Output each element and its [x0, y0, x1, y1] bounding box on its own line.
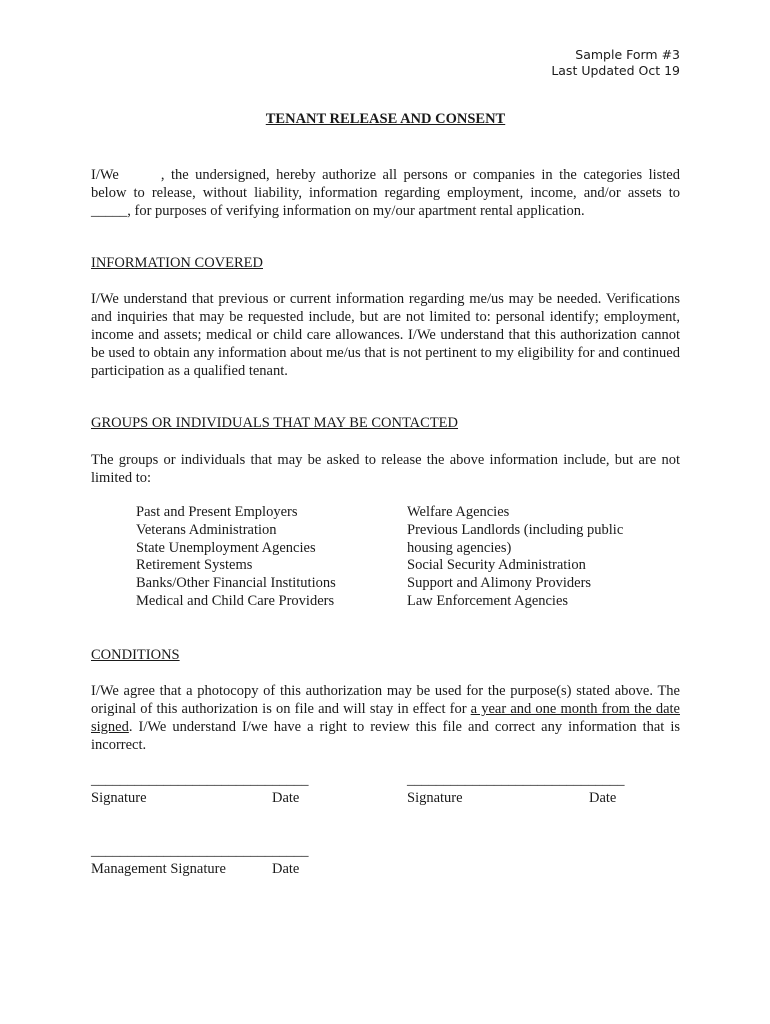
- list-item: Banks/Other Financial Institutions: [136, 575, 336, 592]
- information-covered-heading: INFORMATION COVERED: [91, 255, 263, 271]
- information-covered-paragraph: I/We understand that previous or current information regarding me/us may be needed. Verifications and inquiries that may be requested include, but are not limited to: personal identify; employment, income and assets; medical or child care allowances. I/We understand that this authorization cannot be used to obtain any information about me/us that is not pertinent to my eligibility for and continued participation as a qualified tenant.: [91, 291, 680, 379]
- last-updated: Last Updated Oct 19: [551, 62, 680, 78]
- intro-part2: , the undersigned, hereby authorize all persons or companies in the categories listed below to release, without liability, information regarding employment, income, and/or assets to: [91, 167, 680, 201]
- list-item: Welfare Agencies: [407, 504, 510, 520]
- list-item: Law Enforcement Agencies: [407, 592, 569, 609]
- list-item: Veterans Administration: [136, 521, 277, 538]
- document-header: [551, 47, 680, 78]
- management-signature-line[interactable]: ______________________________: [91, 843, 309, 859]
- date-label-1: Date: [272, 790, 300, 806]
- signature-label-2: Signature: [407, 790, 463, 806]
- groups-right-column: [407, 504, 623, 611]
- signature-line-1[interactable]: ______________________________: [91, 772, 309, 788]
- conditions-duration: a year and one month from the date signed: [91, 701, 680, 735]
- signature-line-2[interactable]: ______________________________: [407, 772, 625, 788]
- list-item: Medical and Child Care Providers: [136, 592, 335, 609]
- conditions-part2: . I/We understand I/we have a right to review this file and correct any information that is incorrect.: [91, 719, 680, 753]
- groups-left-column: [136, 504, 336, 611]
- intro-paragraph: [91, 166, 680, 220]
- list-item: Past and Present Employers: [136, 504, 298, 520]
- list-item: housing agencies): [407, 539, 512, 556]
- form-number: Sample Form #3: [575, 47, 680, 62]
- conditions-paragraph: [91, 682, 680, 754]
- conditions-heading: CONDITIONS: [91, 647, 180, 663]
- list-item: State Unemployment Agencies: [136, 539, 316, 556]
- list-item: Social Security Administration: [407, 557, 586, 574]
- list-item: Retirement Systems: [136, 557, 253, 574]
- groups-paragraph: The groups or individuals that may be asked to release the above information include, but are not limited to:: [91, 452, 680, 486]
- list-item: Previous Landlords (including public: [407, 521, 624, 538]
- list-item: Support and Alimony Providers: [407, 575, 592, 592]
- date-label-2: Date: [589, 790, 617, 806]
- management-signature-label: Management Signature: [91, 861, 226, 877]
- document-title: TENANT RELEASE AND CONSENT: [265, 111, 506, 127]
- intro-part3: , for purposes of verifying information on my/our apartment rental application.: [127, 203, 585, 219]
- company-blank[interactable]: _____: [91, 203, 128, 219]
- intro-part1: I/We: [91, 167, 119, 183]
- signature-label-1: Signature: [91, 790, 147, 806]
- management-date-label: Date: [272, 861, 300, 877]
- groups-heading: GROUPS OR INDIVIDUALS THAT MAY BE CONTACTED: [91, 415, 459, 431]
- conditions-part1: I/We agree that a photocopy of this authorization may be used for the purpose(s) stated above. The original of this authorization is on file and will stay in effect for: [91, 683, 680, 717]
